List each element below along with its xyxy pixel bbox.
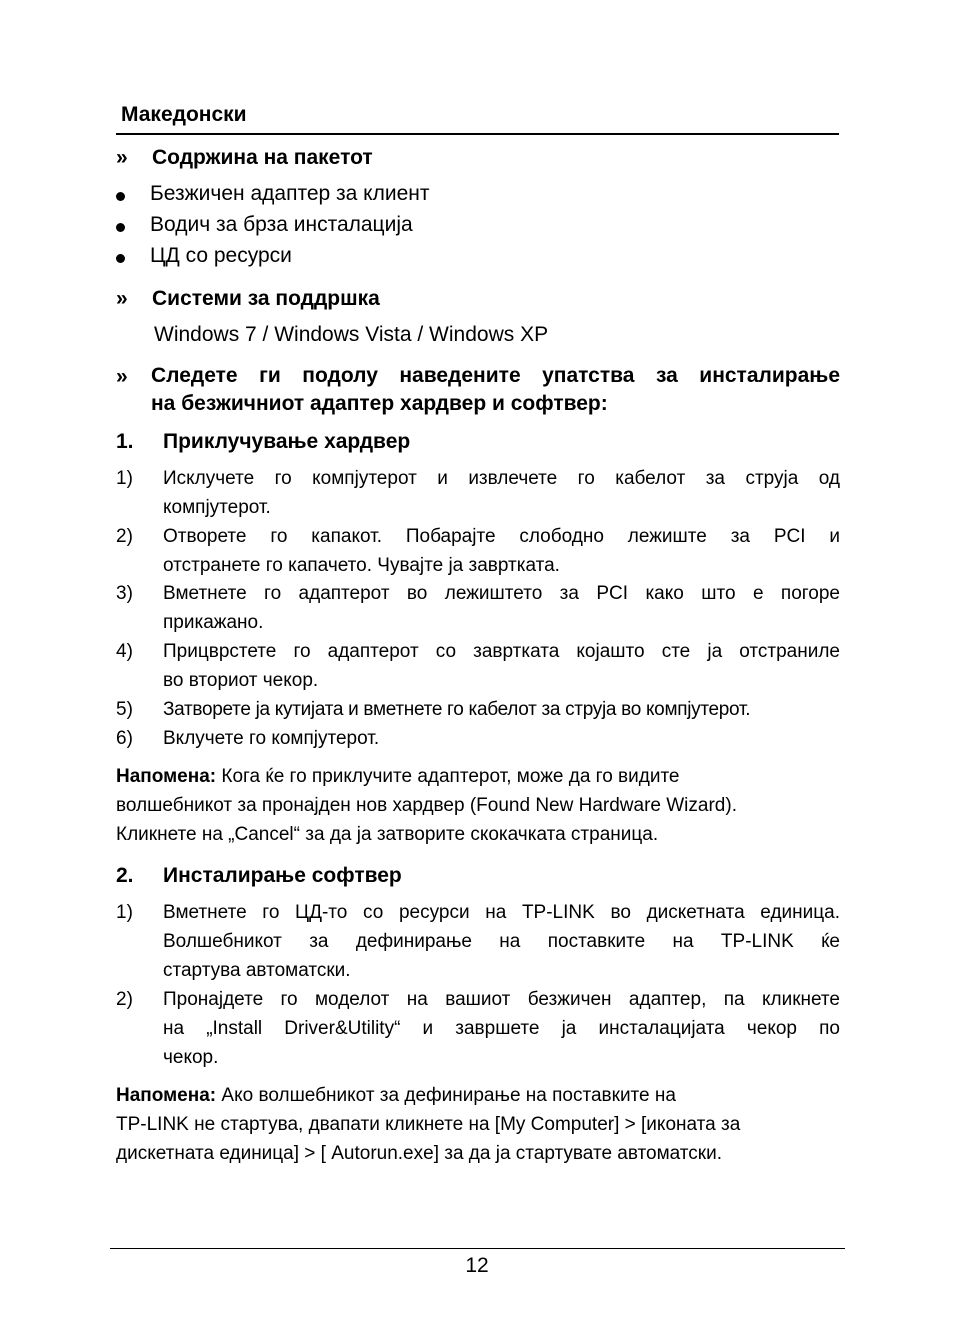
step-text: Исклучете го компјутерот и извлечете го кабелот за струја од — [163, 468, 840, 489]
step-text: Затворете ја кутијата и вметнете го кабелот за струја во компјутерот. — [163, 699, 751, 720]
section-number: 1. — [116, 430, 134, 453]
section-title: Содржина на пакетот — [152, 146, 373, 169]
step-number: 6) — [116, 728, 133, 749]
intro-line: Следете ги подолу наведените упатства за инсталирање — [151, 364, 840, 387]
list-item-text: Безжичен адаптер за клиент — [150, 182, 430, 205]
intro-line: на безжичниот адаптер хардвер и софтвер: — [151, 392, 608, 415]
bullet-icon — [116, 223, 125, 232]
section-number: 2. — [116, 864, 134, 887]
note-label: Напомена: — [116, 1085, 217, 1106]
note-text: Кога ќе го приклучите адаптерот, може да го видите — [216, 766, 680, 787]
section-marker: » — [116, 146, 128, 169]
step-text: компјутерот. — [163, 497, 271, 518]
step-number: 3) — [116, 583, 133, 604]
step-text: Волшебникот за дефинирање на поставките на TP-LINK ќе — [163, 931, 840, 952]
step-number: 4) — [116, 641, 133, 662]
list-item-text: Водич за брза инсталација — [150, 213, 413, 236]
header-rule — [116, 133, 839, 135]
step-number: 5) — [116, 699, 133, 720]
step-text: Вметнете го ЦД-то со ресурси на TP-LINK во дискетната единица. — [163, 902, 840, 923]
step-text: отстранете го капачето. Чувајте ја завртката. — [163, 555, 560, 576]
bullet-icon — [116, 192, 125, 201]
step-number: 1) — [116, 902, 133, 923]
note-text: Ако волшебникот за дефинирање на поставките на — [216, 1085, 676, 1106]
page-number: 12 — [465, 1254, 489, 1277]
section-title: Инсталирање софтвер — [163, 864, 402, 887]
step-number: 2) — [116, 526, 133, 547]
systems-list: Windows 7 / Windows Vista / Windows XP — [154, 323, 549, 346]
note-text: TP-LINK не стартува, двапати кликнете на [My Computer] > [иконата за — [116, 1114, 741, 1135]
section-title: Системи за поддршка — [152, 287, 380, 310]
language-heading: Македонски — [121, 103, 247, 126]
step-text: Прицврстете го адаптерот со завртката којашто сте ја отстраниле — [163, 641, 840, 662]
note-text: волшебникот за пронајден нов хардвер (Found New Hardware Wizard). — [116, 795, 737, 816]
footer-rule — [110, 1248, 845, 1249]
section-marker: » — [116, 287, 128, 310]
step-text: чекор. — [163, 1047, 219, 1068]
step-text: во вториот чекор. — [163, 670, 319, 691]
step-text: стартува автоматски. — [163, 960, 351, 981]
step-text: прикажано. — [163, 612, 264, 633]
step-number: 1) — [116, 468, 133, 489]
step-text: Отворете го капакот. Побарајте слободно лежиште за PCI и — [163, 526, 840, 547]
section-title: Приклучување хардвер — [163, 430, 411, 453]
step-number: 2) — [116, 989, 133, 1010]
bullet-icon — [116, 254, 125, 263]
step-text: Вметнете го адаптерот во лежиштето за PCI како што е погоре — [163, 583, 840, 604]
step-text: Пронајдете го моделот на вашиот безжичен адаптер, па кликнете — [163, 989, 840, 1010]
note-text: дискетната единица] > [ Autorun.exe] за да ја стартувате автоматски. — [116, 1143, 722, 1164]
step-text: на „Install Driver&Utility“ и завршете ја инсталацијата чекор по — [163, 1018, 840, 1039]
note-text: Кликнете на „Cancel“ за да ја затворите скокачката страница. — [116, 824, 659, 845]
intro-text — [151, 362, 840, 418]
list-item-text: ЦД со ресурси — [150, 244, 292, 267]
section-marker: » — [116, 365, 128, 388]
note-label: Напомена: — [116, 766, 217, 787]
step-text: Вклучете го компјутерот. — [163, 728, 380, 749]
